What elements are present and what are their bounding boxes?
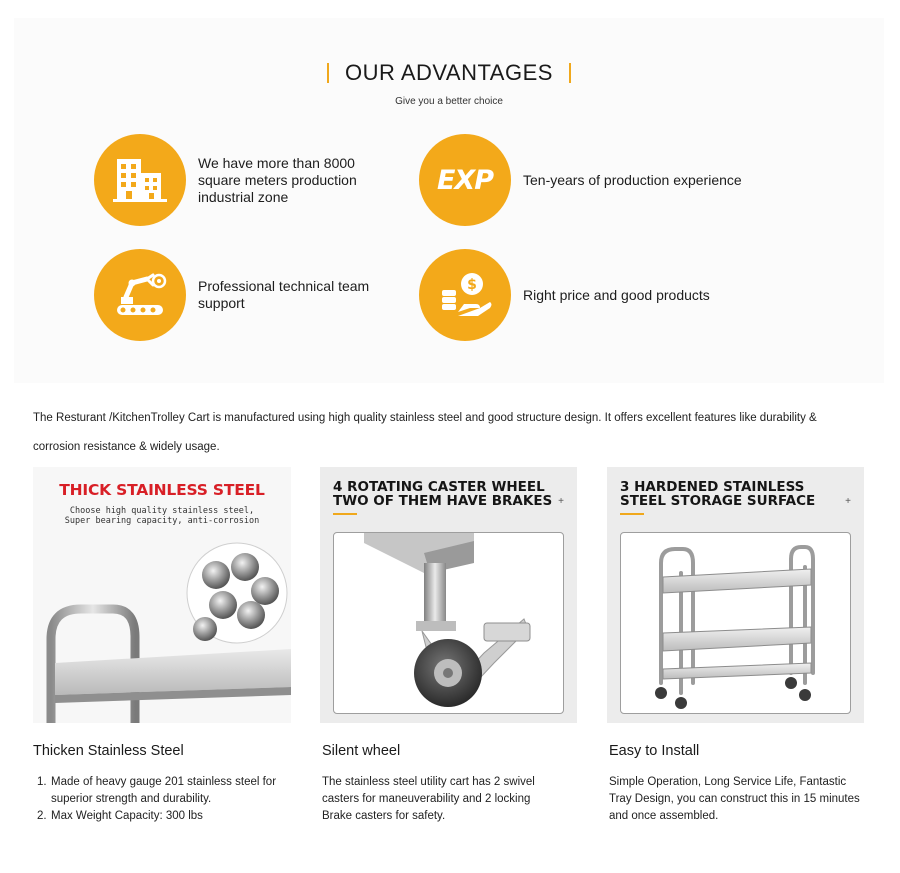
caster-wheel-photo (333, 532, 564, 714)
feature-icon-circle (94, 249, 186, 341)
caster-wheel-illustration (334, 533, 564, 714)
feature-technical-team (94, 249, 398, 341)
feature-right-price (419, 249, 710, 341)
title-accent-bar-right (569, 63, 571, 83)
list-item-text: Made of heavy gauge 201 stainless steel for superior strength and durability. (51, 776, 277, 805)
panel-thick-steel (33, 467, 291, 723)
exp-badge-icon: EXP (436, 164, 494, 196)
trolley-cart-illustration (621, 533, 851, 714)
advantages-section (14, 18, 884, 383)
feature-icon-circle (419, 134, 511, 226)
feature-production-zone (94, 134, 388, 226)
list-item (33, 808, 303, 825)
panel-title (333, 480, 553, 508)
svg-text:$: $ (467, 277, 477, 293)
caption-list (33, 774, 303, 825)
caption-text: The stainless steel utility cart has 2 swivel casters for maneuverability and 2 locking Brake casters for safety. (322, 776, 535, 822)
feature-icon-circle (419, 249, 511, 341)
buildings-icon (111, 155, 169, 205)
caption-silent-wheel (322, 743, 592, 825)
plus-icon: + (558, 496, 564, 507)
feature-text: Ten-years of production experience (523, 171, 742, 188)
steel-tubes-photo (33, 467, 291, 723)
plus-icon: + (845, 496, 851, 507)
feature-experience (419, 134, 742, 226)
caption-thicken-steel (33, 743, 303, 825)
panel-subtitle-line: Choose high quality stainless steel, (69, 506, 255, 516)
advantages-subtitle: Give you a better choice (395, 96, 503, 107)
panel-title (620, 480, 840, 508)
panel-title: THICK STAINLESS STEEL (59, 481, 265, 499)
list-item-number: 2. (37, 810, 47, 822)
panel-accent-line (333, 513, 357, 515)
panel-accent-line (620, 513, 644, 515)
trolley-cart-photo (620, 532, 851, 714)
panel-title-line: TWO OF THEM HAVE BRAKES (333, 493, 553, 509)
caption-text: Simple Operation, Long Service Life, Fantastic Tray Design, you can construct this in 15 minutes and once assembled. (609, 776, 860, 822)
caption-title: Silent wheel (322, 743, 401, 759)
caption-title: Easy to Install (609, 743, 700, 759)
panel-storage-surface (607, 467, 864, 723)
list-item (33, 774, 303, 808)
title-accent-bar-left (327, 63, 329, 83)
robot-arm-conveyor-icon (109, 269, 171, 321)
feature-text: Professional technical team support (198, 278, 370, 311)
panel-title-line: 4 ROTATING CASTER WHEEL (333, 479, 545, 495)
list-item-number: 1. (37, 776, 47, 788)
feature-text: We have more than 8000 square meters production industrial zone (198, 154, 357, 205)
caption-easy-install (609, 743, 879, 825)
panel-title-line: 3 HARDENED STAINLESS (620, 479, 805, 495)
caption-title: Thicken Stainless Steel (33, 743, 184, 759)
panel-caster-wheel (320, 467, 577, 723)
feature-text: Right price and good products (523, 286, 710, 303)
feature-icon-circle (94, 134, 186, 226)
product-intro: The Resturant /KitchenTrolley Cart is manufactured using high quality stainless steel and good structure design. It offers excellent features like durability & corrosion resistance & widely usage. (33, 412, 817, 453)
list-item-text: Max Weight Capacity: 300 lbs (51, 810, 203, 822)
advantages-header (14, 60, 884, 107)
panel-subtitle-line: Super bearing capacity, anti-corrosion (64, 516, 260, 526)
panel-title-line: STEEL STORAGE SURFACE (620, 493, 816, 509)
coins-hand-icon (436, 268, 494, 322)
advantages-title: OUR ADVANTAGES (345, 60, 553, 85)
advantages-title-wrap (327, 60, 571, 86)
